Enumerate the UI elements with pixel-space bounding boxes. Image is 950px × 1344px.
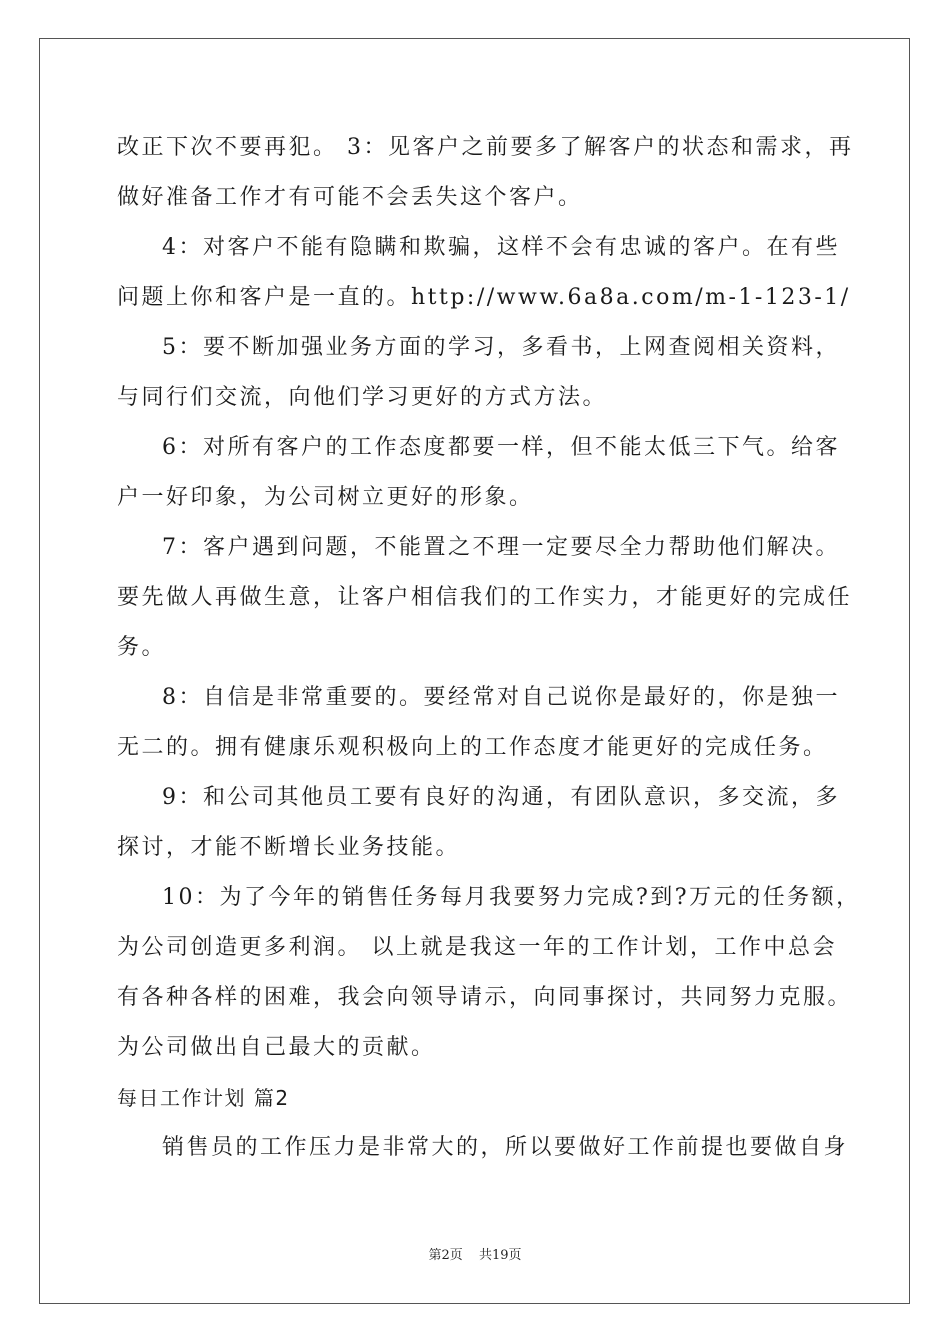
section-heading: 每日工作计划 篇2 (117, 1086, 290, 1110)
text-line: 探讨，才能不断增长业务技能。 (117, 835, 461, 860)
text-line: 销售员的工作压力是非常大的，所以要做好工作前提也要做自身 (162, 1135, 849, 1160)
page-total: 共19页 (478, 1248, 522, 1263)
page-footer (0, 1247, 950, 1265)
page-number: 第2页 (428, 1248, 463, 1263)
page-border (39, 38, 910, 1304)
text-line: 问题上你和客户是一直的。http://www.6a8a.com/m-1-123-1/ (117, 285, 851, 310)
text-line: 无二的。拥有健康乐观积极向上的工作态度才能更好的完成任务。 (117, 735, 828, 760)
text-line: 5：要不断加强业务方面的学习，多看书，上网查阅相关资料， (162, 335, 840, 360)
text-line: 8：自信是非常重要的。要经常对自己说你是最好的，你是独一 (162, 685, 840, 710)
text-line: 户一好印象，为公司树立更好的形象。 (117, 485, 534, 510)
text-line: 为公司创造更多利润。 以上就是我这一年的工作计划，工作中总会 (117, 935, 837, 960)
text-line: 7：客户遇到问题，不能置之不理一定要尽全力帮助他们解决。 (162, 535, 840, 560)
text-line: 务。 (117, 635, 167, 660)
text-line: 要先做人再做生意，让客户相信我们的工作实力，才能更好的完成任 (117, 585, 853, 610)
text-line: 6：对所有客户的工作态度都要一样，但不能太低三下气。给客 (162, 435, 840, 460)
text-line: 改正下次不要再犯。 3：见客户之前要多了解客户的状态和需求，再 (117, 135, 854, 160)
text-line: 4：对客户不能有隐瞒和欺骗，这样不会有忠诚的客户。在有些 (162, 235, 840, 260)
text-line: 9：和公司其他员工要有良好的沟通，有团队意识，多交流，多 (162, 785, 840, 810)
text-line: 10：为了今年的销售任务每月我要努力完成?到?万元的任务额， (162, 885, 861, 910)
text-line: 与同行们交流，向他们学习更好的方式方法。 (117, 385, 608, 410)
text-line: 为公司做出自己最大的贡献。 (117, 1035, 436, 1060)
text-line: 有各种各样的困难，我会向领导请示，向同事探讨，共同努力克服。 (117, 985, 853, 1010)
text-line: 做好准备工作才有可能不会丢失这个客户。 (117, 185, 583, 210)
